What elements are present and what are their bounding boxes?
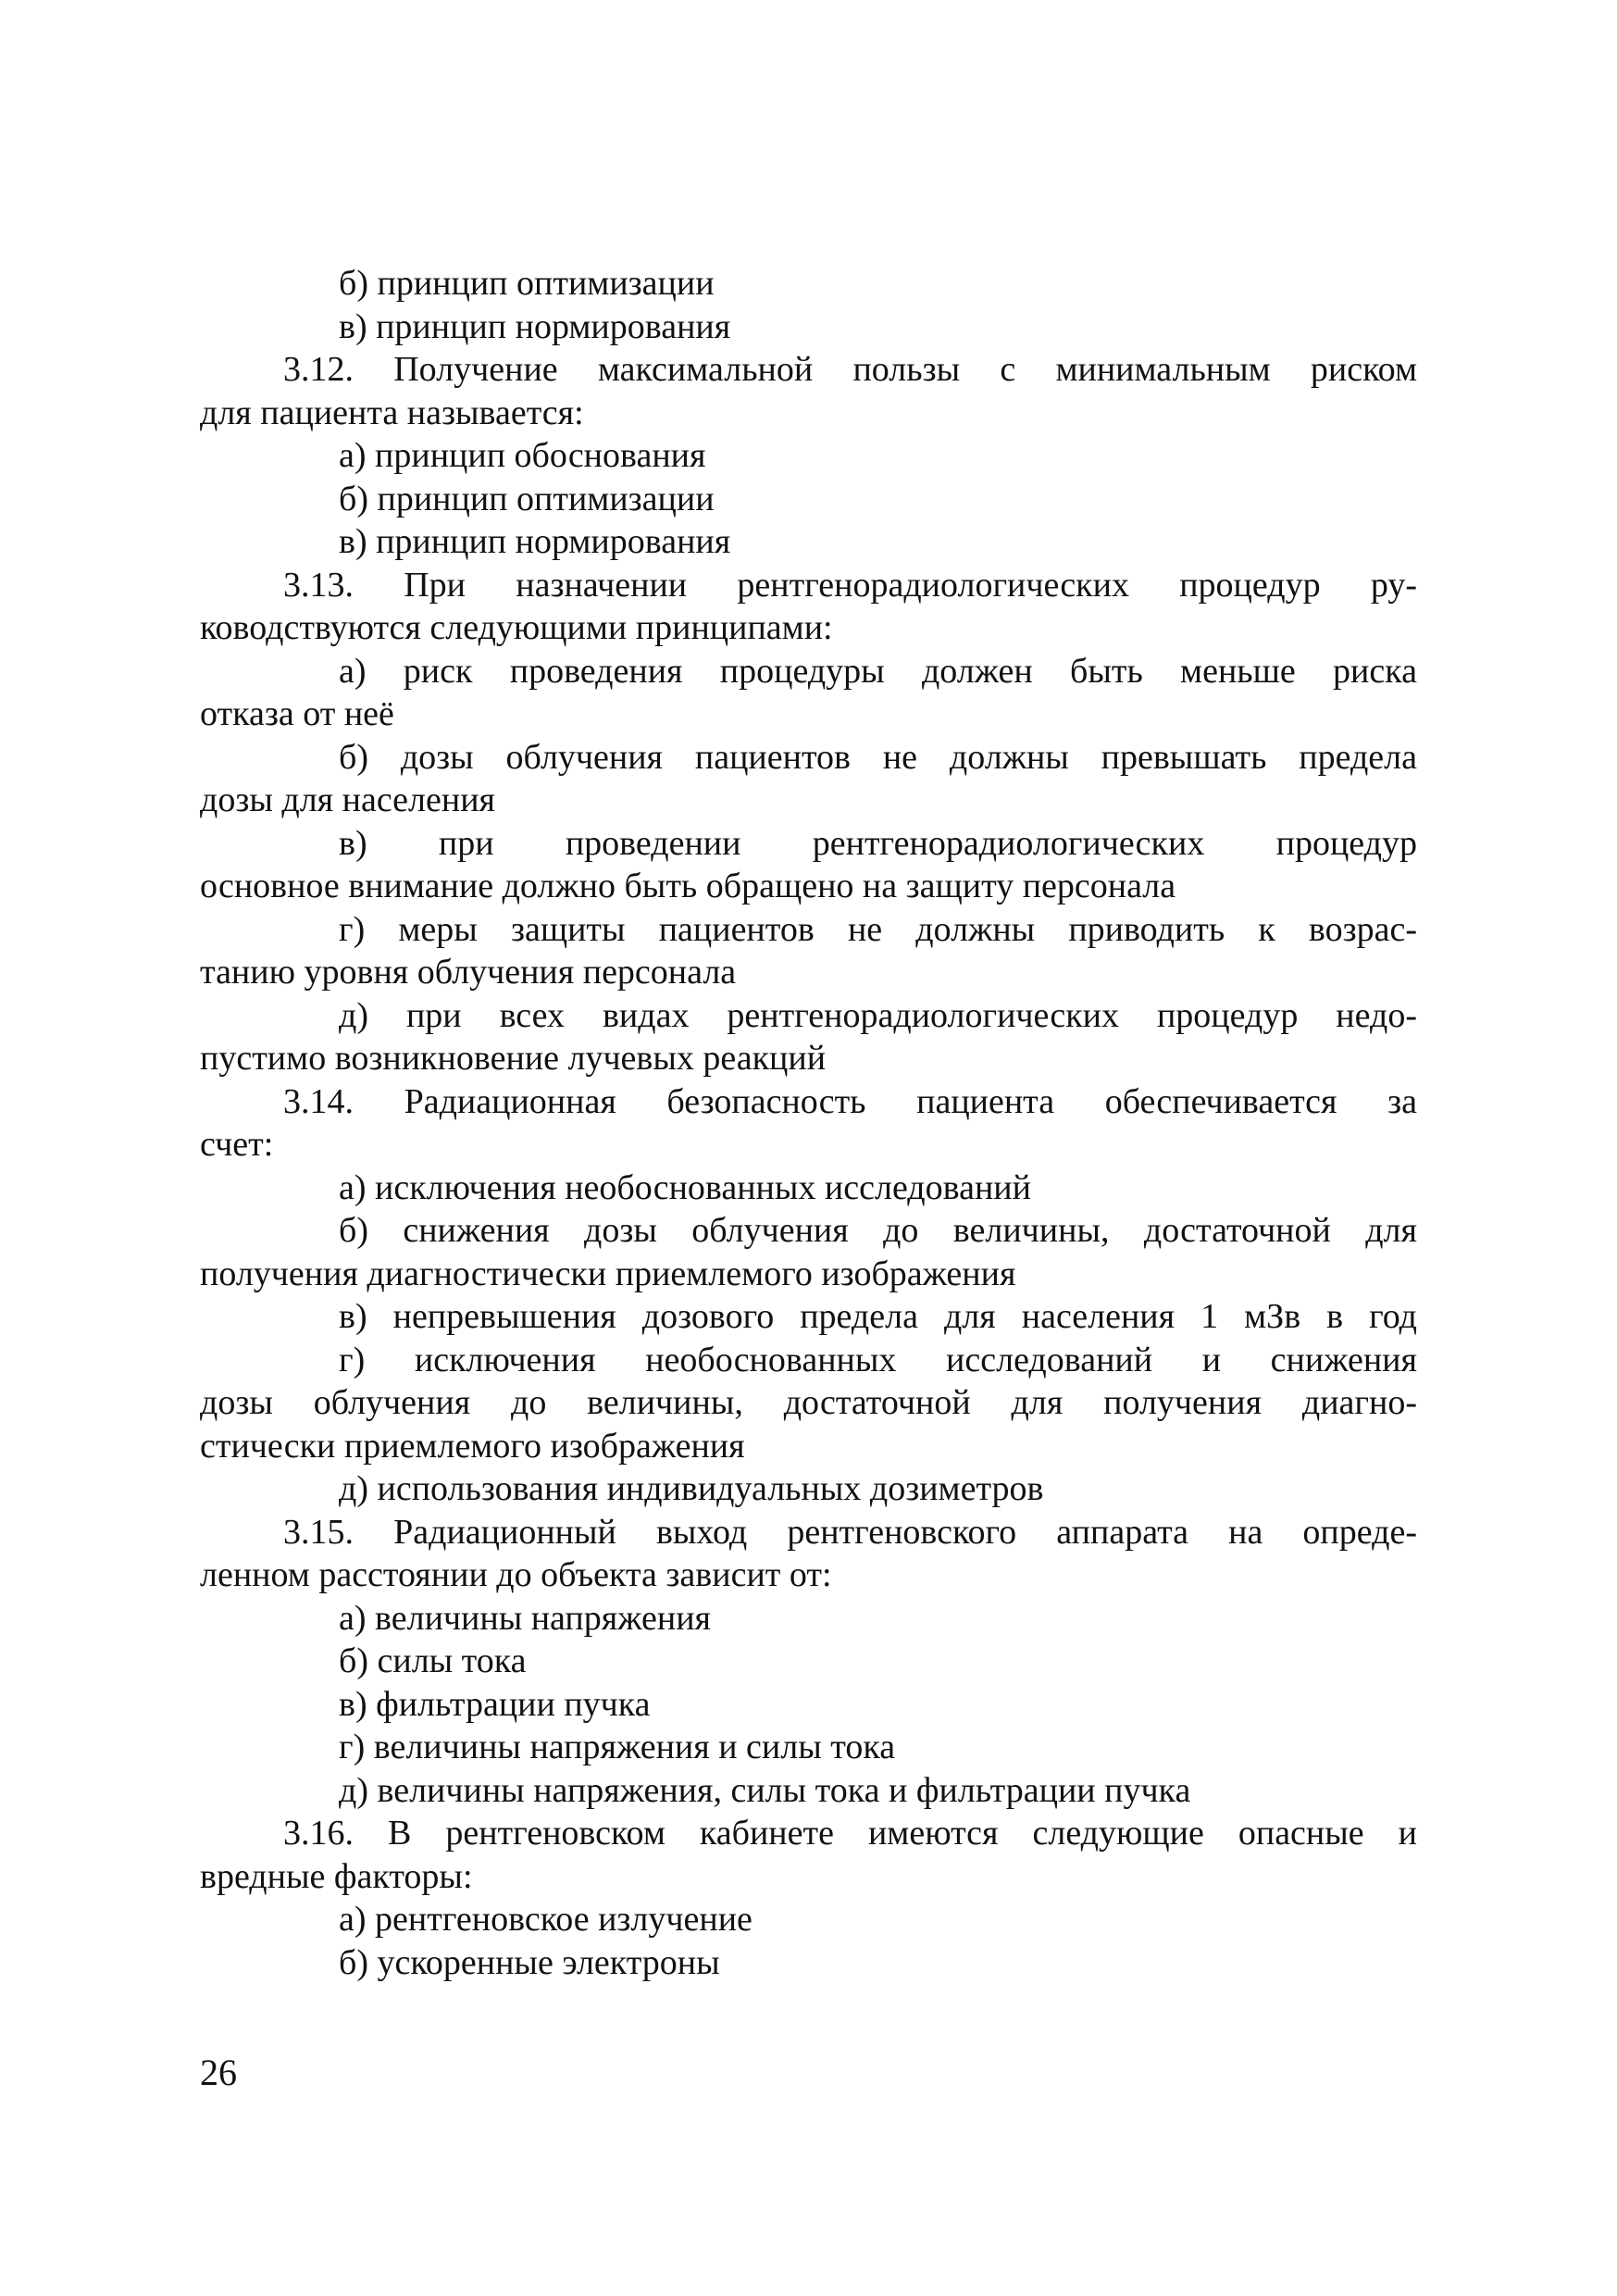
answer-option-line: а) риск проведения процедуры должен быть меньше риска xyxy=(339,651,1417,691)
answer-option-line: д) величины напряжения, силы тока и фильтрации пучка xyxy=(339,1770,1191,1810)
question-line: 3.13. При назначении рентгенорадиологических процедур ру- xyxy=(283,565,1417,605)
page-body-text xyxy=(200,262,1417,1984)
answer-option-line: б) принцип оптимизации xyxy=(339,479,715,518)
answer-option-line: а) величины напряжения xyxy=(339,1598,712,1638)
answer-option-line: д) использования индивидуальных дозиметров xyxy=(339,1469,1044,1508)
continuation-line: пустимо возникновение лучевых реакций xyxy=(200,1039,827,1078)
question-line: 3.12. Получение максимальной пользы с минимальным риском xyxy=(283,350,1417,389)
continuation-line: получения диагностически приемлемого изображения xyxy=(200,1254,1016,1293)
answer-option-line: в) принцип нормирования xyxy=(339,306,731,346)
answer-option-line: а) принцип обоснования xyxy=(339,436,706,475)
answer-option-line: а) рентгеновское излучение xyxy=(339,1900,753,1939)
question-line: 3.16. В рентгеновском кабинете имеются следующие опасные и xyxy=(283,1814,1417,1853)
answer-option-line: б) дозы облучения пациентов не должны превышать предела xyxy=(339,737,1417,777)
answer-option-line: а) исключения необоснованных исследований xyxy=(339,1167,1031,1207)
answer-option-line: б) ускоренные электроны xyxy=(339,1942,720,1982)
answer-option-line: в) непревышения дозового предела для населения 1 мЗв в год xyxy=(339,1297,1417,1336)
answer-option-line: б) силы тока xyxy=(339,1641,527,1680)
question-line: 3.15. Радиационный выход рентгеновского аппарата на опреде- xyxy=(283,1512,1417,1552)
continuation-line: танию уровня облучения персонала xyxy=(200,953,737,992)
answer-option-line: д) при всех видах рентгенорадиологических процедур недо- xyxy=(339,995,1417,1035)
answer-option-line: б) снижения дозы облучения до величины, достаточной для xyxy=(339,1211,1417,1250)
continuation-line: отказа от неё xyxy=(200,694,394,733)
continuation-line: счет: xyxy=(200,1125,274,1164)
continuation-line: основное внимание должно быть обращено на защиту персонала xyxy=(200,867,1176,905)
answer-option-line: в) принцип нормирования xyxy=(339,522,731,561)
continuation-line: ленном расстоянии до объекта зависит от: xyxy=(200,1555,832,1594)
continuation-line: ководствуются следующими принципами: xyxy=(200,608,833,647)
answer-option-line: г) величины напряжения и силы тока xyxy=(339,1728,896,1766)
continuation-line: дозы для населения xyxy=(200,780,496,819)
question-line: 3.14. Радиационная безопасность пациента обеспечивается за xyxy=(283,1081,1417,1121)
answer-option-line: б) принцип оптимизации xyxy=(339,264,715,303)
answer-option-line: г) исключения необоснованных исследований и снижения xyxy=(339,1340,1417,1379)
answer-option-line: в) фильтрации пучка xyxy=(339,1684,651,1724)
continuation-line: стически приемлемого изображения xyxy=(200,1426,745,1466)
continuation-line: дозы облучения до величины, достаточной для получения диагно- xyxy=(200,1383,1417,1422)
page-number: 26 xyxy=(200,2052,237,2093)
answer-option-line: в) при проведении рентгенорадиологических процедур xyxy=(339,823,1417,863)
continuation-line: для пациента называется: xyxy=(200,393,584,432)
answer-option-line: г) меры защиты пациентов не должны приводить к возрас- xyxy=(339,909,1417,949)
continuation-line: вредные факторы: xyxy=(200,1856,473,1896)
